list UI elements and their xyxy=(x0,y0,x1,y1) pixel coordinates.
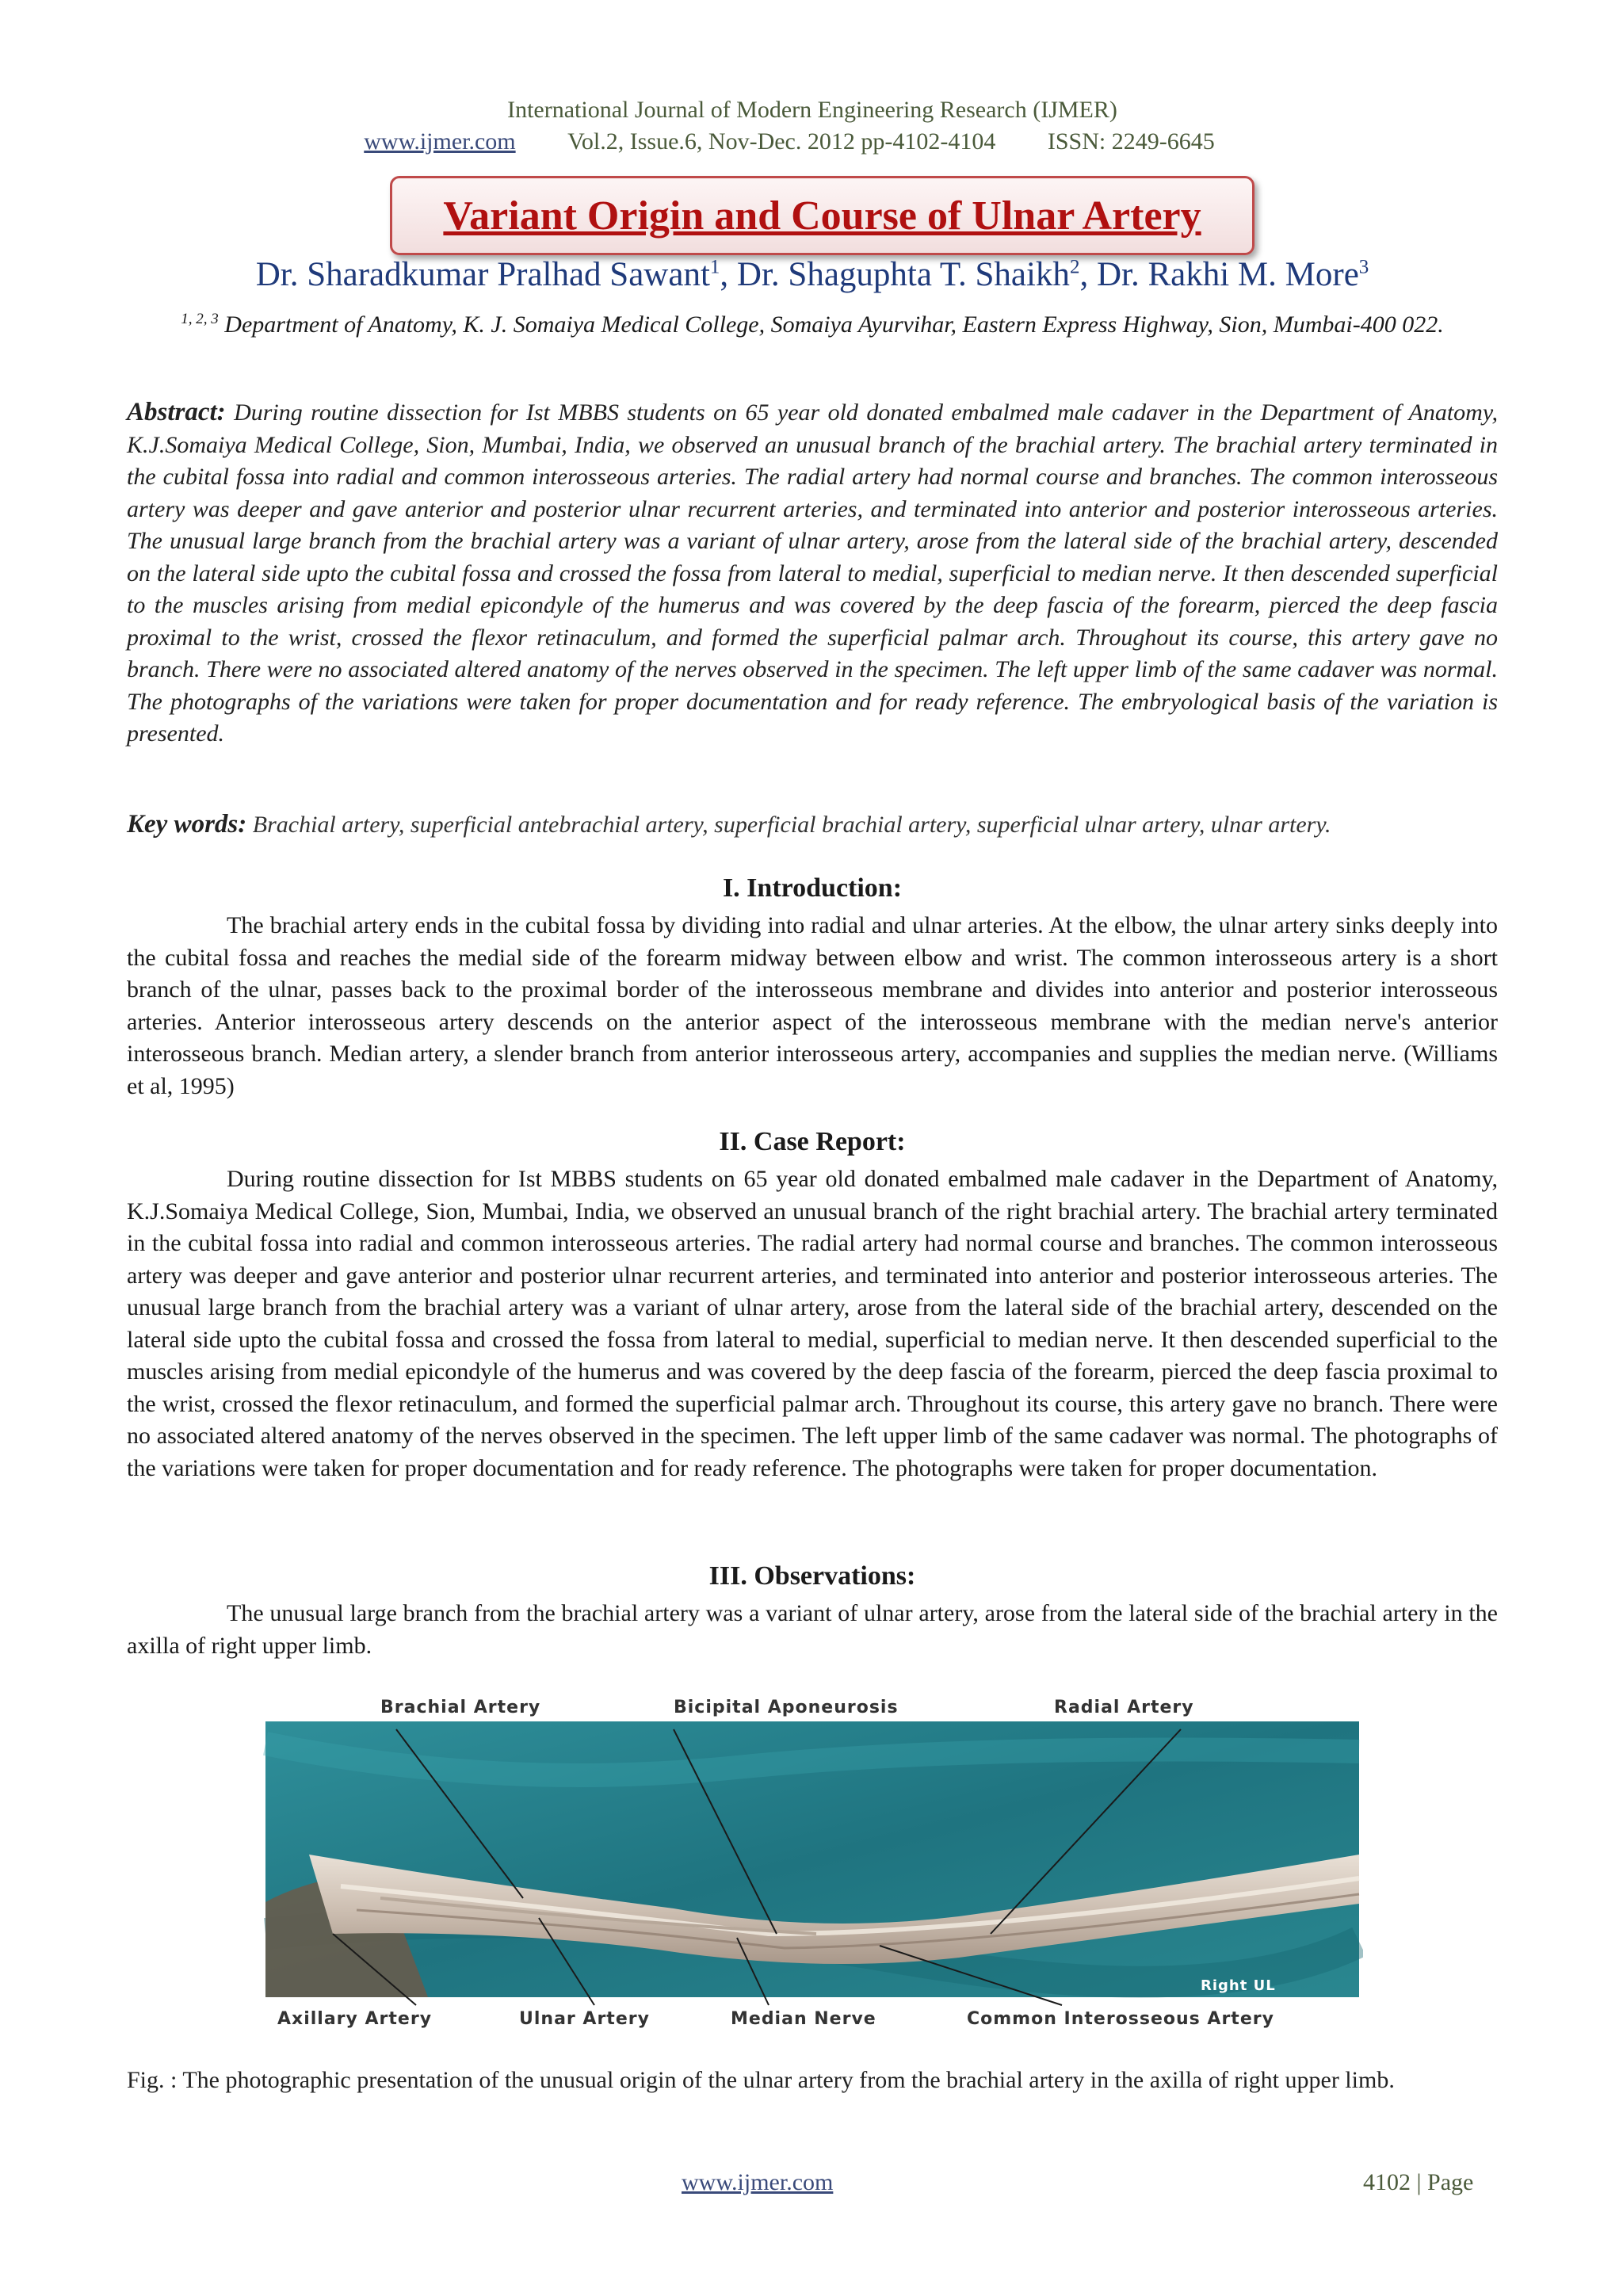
abstract-label: Abstract: xyxy=(127,398,226,426)
journal-issn: ISSN: 2249-6645 xyxy=(1047,128,1215,155)
section-heading-case-report: II. Case Report: xyxy=(719,1127,906,1156)
journal-volume: Vol.2, Issue.6, Nov-Dec. 2012 pp-4102-4104 xyxy=(567,128,996,155)
title-box xyxy=(390,176,1254,255)
author-1-sup: 1 xyxy=(709,256,720,278)
figure-label-brachial-artery: Brachial Artery xyxy=(380,1698,541,1717)
author-list: Dr. Sharadkumar Pralhad Sawant$^1$, Dr. Shaguphta T. Shaikh$^2$, Dr. Rakhi M. More$^3$ xyxy=(255,256,1369,293)
dissection-figure xyxy=(262,1696,1363,2037)
keywords-label: Key words: xyxy=(127,810,247,839)
abstract-text: During routine dissection for Ist MBBS students on 65 year old donated embalmed male cadaver in the Department of Anatomy, K.J.Somaiya Medical College, Sion, Mumbai, India, we observed an unusual branch of the brachial artery. The brachial artery terminated in the cubital fossa into radial and common interosseous arteries. The radial artery had normal course and branches. The common interosseous artery was deeper and gave anterior and posterior ulnar recurrent arteries, and terminated into anterior and posterior interosseous arteries. The unusual large branch from the brachial artery was a variant of ulnar artery, arose from the lateral side of the brachial artery, descended on the lateral side upto the cubital fossa and crossed the fossa from lateral to medial, superficial to median nerve. It then descended superficial to the muscles arising from medial epicondyle of the humerus and was covered by the deep fascia of the forearm, pierced the deep fascia proximal to the wrist, crossed the flexor retinaculum, and formed the superficial palmar arch. Throughout its course, this artery gave no branch. There were no associated altered anatomy of the nerves observed in the specimen. The left upper limb of the same cadaver was normal. The photographs of the variations were taken for proper documentation and for ready reference. The embryological basis of the variation is presented. xyxy=(127,399,1498,747)
section-heading-observations: III. Observations: xyxy=(708,1561,916,1591)
figure-label-bicipital-aponeurosis: Bicipital Aponeurosis xyxy=(674,1698,899,1717)
author-2: Dr. Shaguphta T. Shaikh xyxy=(736,256,1070,293)
affiliation-text: Department of Anatomy, K. J. Somaiya Medical College, Somaiya Ayurvihar, Eastern Express Highway, Sion, Mumbai-400 022. xyxy=(218,311,1444,338)
affiliation xyxy=(127,303,1498,342)
abstract xyxy=(127,396,1498,751)
journal-meta-line xyxy=(127,128,1498,155)
introduction-text: The brachial artery ends in the cubital fossa by dividing into radial and ulnar arteries. At the elbow, the ulnar artery sinks deeply into the cubital fossa and reaches the medial side of the forearm midway between elbow and wrist. The common interosseous artery is a short branch of the ulnar, passes back to the proximal border of the interosseous membrane and divides into anterior and posterior interosseous arteries. Anterior interosseous artery descends on the anterior aspect of the interosseous membrane with the median nerve's anterior interosseous branch. Median artery, a slender branch from anterior interosseous artery, accompanies and supplies the median nerve. (Williams et al, 1995) xyxy=(127,912,1498,1099)
author-2-sup: 2 xyxy=(1069,256,1080,278)
figure-label-radial-artery: Radial Artery xyxy=(1054,1698,1194,1717)
keywords xyxy=(127,808,1498,842)
figure-label-median-nerve: Median Nerve xyxy=(731,2009,876,2029)
section-heading-introduction: I. Introduction: xyxy=(722,873,903,903)
affiliation-sup: 1, 2, 3 xyxy=(181,311,219,327)
author-1: Dr. Sharadkumar Pralhad Sawant xyxy=(255,256,710,293)
case-report-text: During routine dissection for Ist MBBS students on 65 year old donated embalmed male cadaver in the Department of Anatomy, K.J.Somaiya Medical College, Sion, Mumbai, India, we observed an unusual branch of the right brachial artery. The brachial artery terminated in the cubital fossa into radial and common interosseous arteries. The radial artery had normal course and branches. The common interosseous artery was deeper and gave anterior and posterior ulnar recurrent arteries, and terminated into anterior and posterior interosseous arteries. The unusual large branch from the brachial artery was a variant of ulnar artery, arose from the lateral side of the brachial artery, descended on the lateral side upto the cubital fossa and crossed the fossa from lateral to medial, superficial to median nerve. It then descended superficial to the muscles arising from medial epicondyle of the humerus and was covered by the deep fascia of the forearm, pierced the deep fascia proximal to the wrist, crossed the flexor retinaculum, and formed the superficial palmar arch. Throughout its course, this artery gave no branch. There were no associated altered anatomy of the nerves observed in the specimen. The left upper limb of the same cadaver was normal. The photographs of the variations were taken for proper documentation and for ready reference. The photographs were taken for proper documentation. xyxy=(127,1166,1498,1481)
figure-label-common-interosseous-artery: Common Interosseous Artery xyxy=(967,2009,1274,2029)
figure-label-axillary-artery: Axillary Artery xyxy=(277,2009,433,2029)
journal-url-link[interactable]: www.ijmer.com xyxy=(364,128,516,155)
figure-label-right-ul: Right UL xyxy=(1201,1977,1276,1994)
keywords-text: Brachial artery, superficial antebrachial artery, superficial brachial artery, superficial ulnar artery, ulnar artery. xyxy=(246,812,1331,838)
dissection-photo xyxy=(262,1696,1363,2037)
author-3: Dr. Rakhi M. More xyxy=(1096,256,1359,293)
footer-url-link[interactable]: www.ijmer.com xyxy=(682,2169,834,2195)
author-3-sup: 3 xyxy=(1358,256,1369,278)
figure-label-ulnar-artery: Ulnar Artery xyxy=(519,2009,650,2029)
observations-text: The unusual large branch from the brachial artery was a variant of ulnar artery, arose from the lateral side of the brachial artery in the axilla of right upper limb. xyxy=(127,1600,1498,1659)
page-number: 4102 | Page xyxy=(1363,2169,1474,2195)
paper-title: Variant Origin and Course of Ulnar Artery xyxy=(443,193,1201,239)
figure-caption: Fig. : The photographic presentation of the unusual origin of the ulnar artery from the brachial artery in the axilla of right upper limb. xyxy=(127,2067,1395,2093)
journal-name: International Journal of Modern Engineering Research (IJMER) xyxy=(507,97,1117,123)
